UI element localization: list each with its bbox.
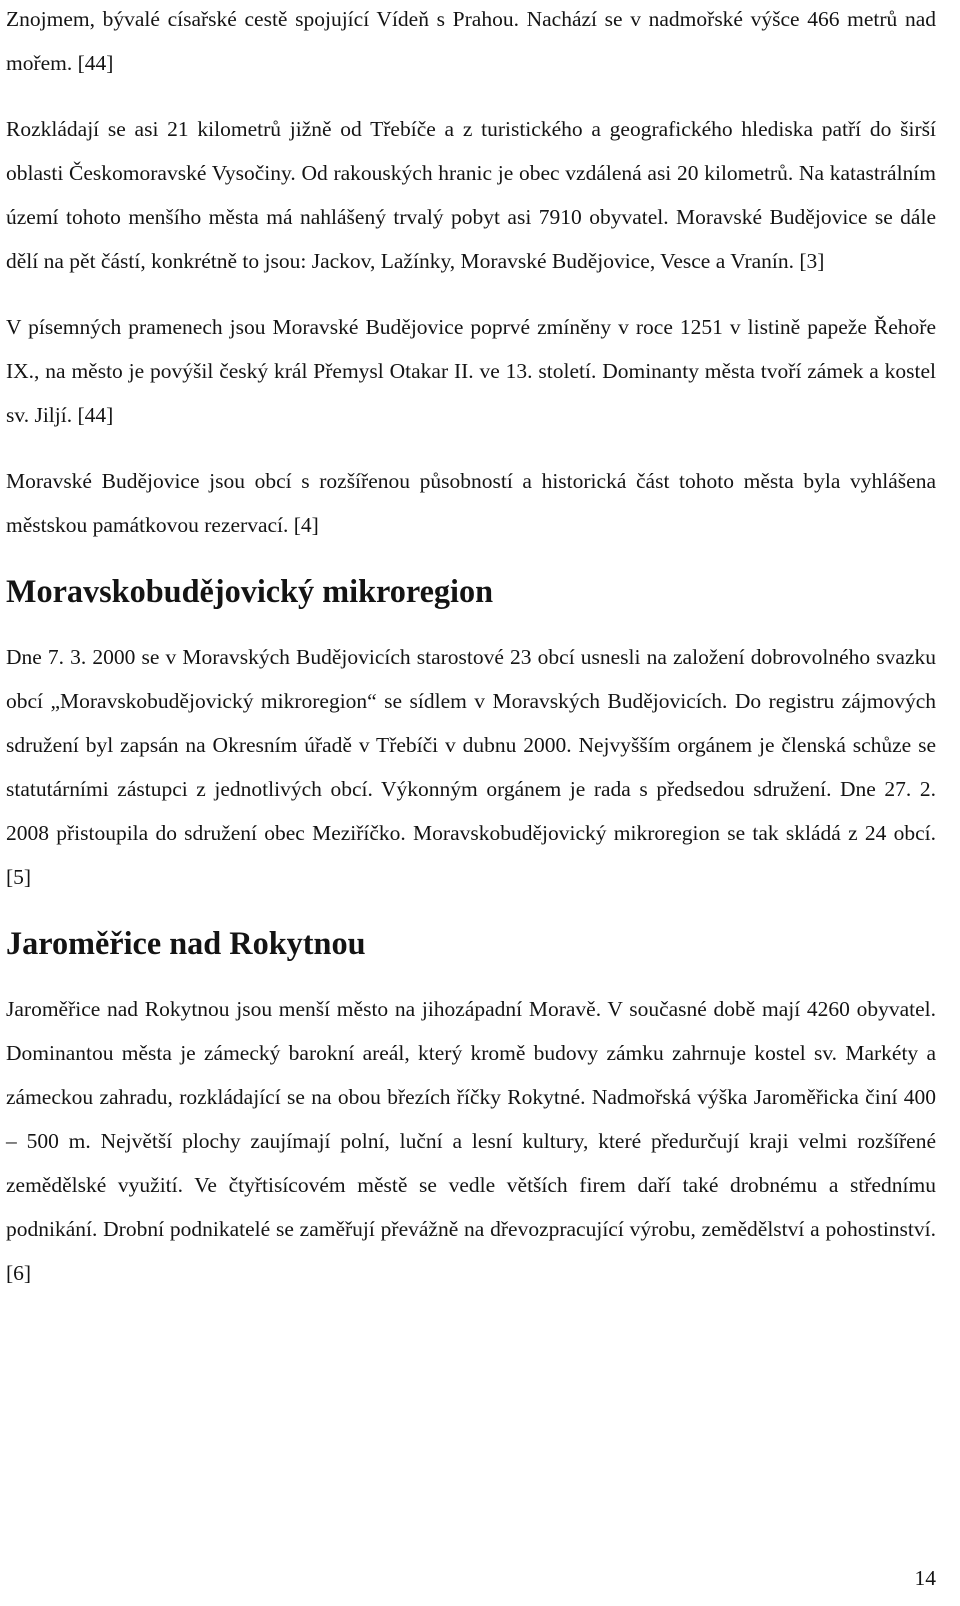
document-page — [6, 0, 936, 1295]
paragraph-history: V písemných pramenech jsou Moravské Budějovice poprvé zmíněny v roce 1251 v listině papeže Řehoře IX., na město je povýšil český král Přemysl Otakar II. ve 13. století. Dominanty města tvoří zámek a kostel sv. Jiljí. [44] — [6, 315, 936, 427]
paragraph-intro-location: Znojmem, bývalé císařské cestě spojující Vídeň s Prahou. Nachází se v nadmořské výšce 466 metrů nad mořem. [44] — [6, 7, 936, 75]
section-heading-jaromerice: Jaroměřice nad Rokytnou — [6, 925, 366, 961]
paragraph-jaromerice: Jaroměřice nad Rokytnou jsou menší město na jihozápadní Moravě. V současné době mají 4260 obyvatel. Dominantou města je zámecký barokní areál, který kromě budovy zámku zahrnuje kostel sv. Markéty a zámeckou zahradu, rozkládající se na obou březích říčky Rokytné. Nadmořská výška Jaroměřicka činí 400 – 500 m. Největší plochy zaujímají polní, luční a lesní kultury, které předurčují kraji velmi rozšířené zemědělské využití. Ve čtyřtisícovém městě se vedle větších firem daří také drobnému a střednímu podnikání. Drobní podnikatelé se zaměřují převážně na dřevozpracující výrobu, zemědělství a pohostinství. [6] — [6, 997, 936, 1285]
paragraph-mikroregion: Dne 7. 3. 2000 se v Moravských Budějovicích starostové 23 obcí usnesli na založení dobrovolného svazku obcí „Moravskobudějovický mikroregion“ se sídlem v Moravských Budějovicích. Do registru zájmových sdružení byl zapsán na Okresním úřadě v Třebíči v dubnu 2000. Nejvyšším orgánem je členská schůze se statutárními zástupci z jednotlivých obcí. Výkonným orgánem je rada s předsedou sdružení. Dne 27. 2. 2008 přistoupila do sdružení obec Meziříčko. Moravskobudějovický mikroregion se tak skládá z 24 obcí. [5] — [6, 645, 936, 889]
paragraph-status: Moravské Budějovice jsou obcí s rozšířenou působností a historická část tohoto města byla vyhlášena městskou památkovou rezervací. [4] — [6, 469, 936, 537]
page-number: 14 — [914, 1566, 936, 1590]
paragraph-geography: Rozkládají se asi 21 kilometrů jižně od Třebíče a z turistického a geografického hlediska patří do širší oblasti Českomoravské Vysočiny. Od rakouských hranic je obec vzdálená asi 20 kilometrů. Na katastrálním území tohoto menšího města má nahlášený trvalý pobyt asi 7910 obyvatel. Moravské Budějovice se dále dělí na pět částí, konkrétně to jsou: Jackov, Lažínky, Moravské Budějovice, Vesce a Vranín. [3] — [6, 117, 936, 273]
section-heading-mikroregion: Moravskobudějovický mikroregion — [6, 573, 494, 609]
